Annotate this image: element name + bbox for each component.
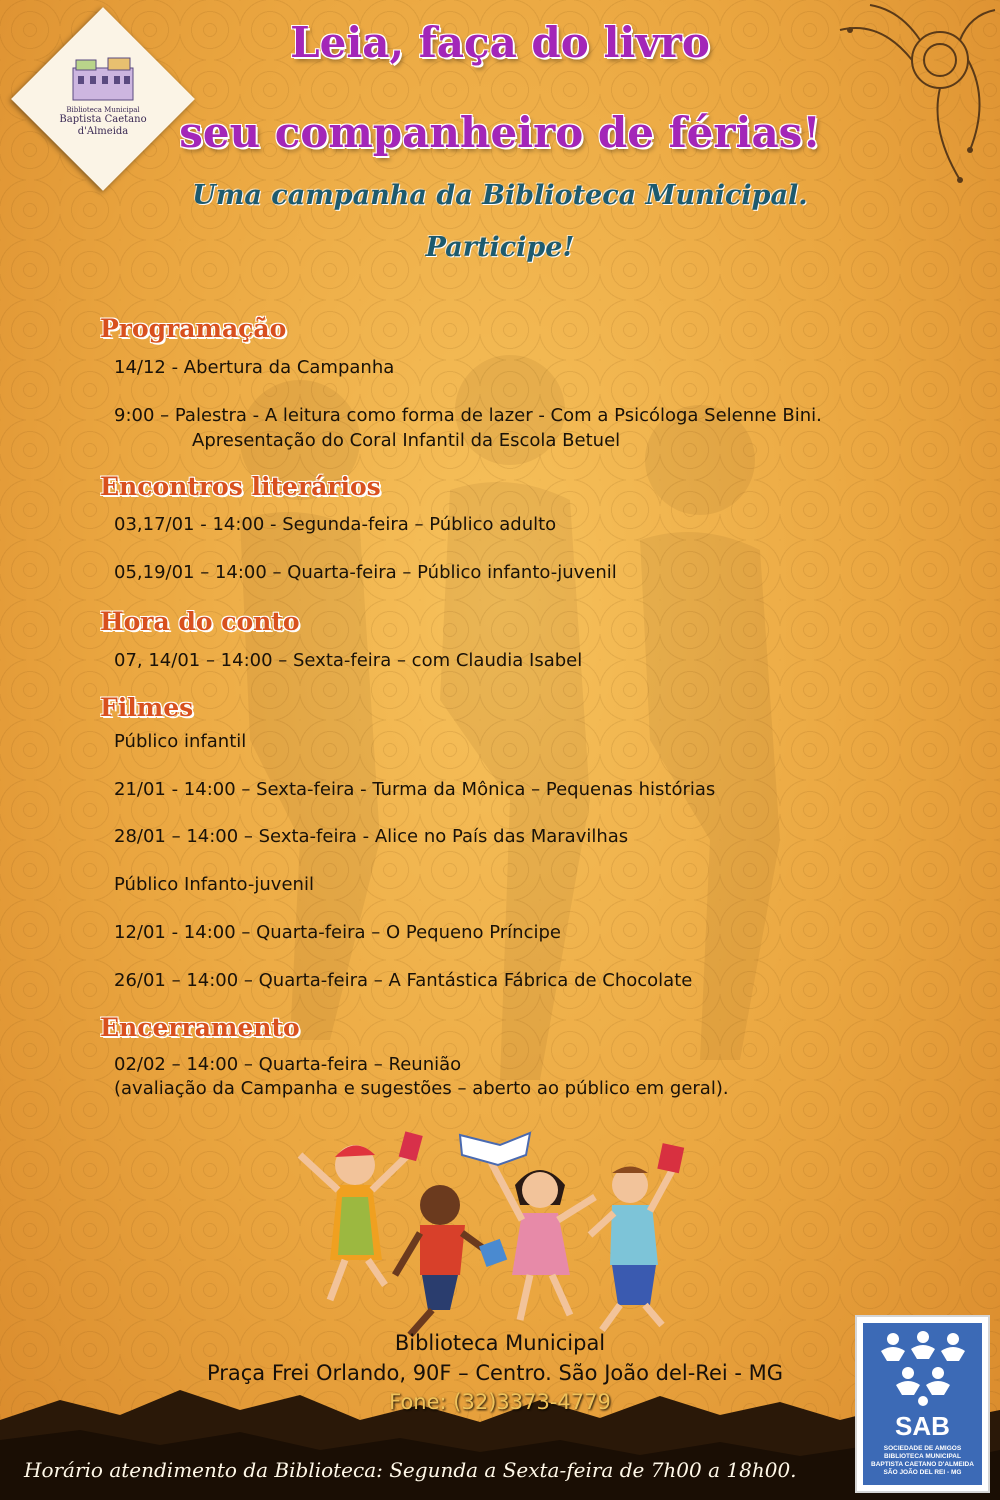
encontros-line: 05,19/01 – 14:00 – Quarta-feira – Público infanto-juvenil: [114, 562, 617, 583]
encontros-line: 03,17/01 - 14:00 - Segunda-feira – Público adulto: [114, 514, 557, 535]
library-address: Praça Frei Orlando, 90F – Centro. São João del-Rei - MG: [206, 1361, 784, 1385]
sab-line: BAPTISTA CAETANO D'ALMEIDA: [871, 1461, 974, 1469]
encerramento-line: (avaliação da Campanha e sugestões – aberto ao público em geral).: [114, 1078, 729, 1099]
jumping-children-illustration: [290, 1125, 720, 1340]
sab-line: SÃO JOÃO DEL REI - MG: [883, 1469, 962, 1477]
building-icon: [68, 54, 138, 102]
program-line: 14/12 - Abertura da Campanha: [114, 357, 395, 378]
sab-label: SAB: [895, 1411, 950, 1441]
section-heading-encontros: Encontros literários: [100, 472, 381, 501]
program-line: 9:00 – Palestra - A leitura como forma de lazer - Com a Psicóloga Selenne Bini.: [114, 405, 822, 426]
library-name: Biblioteca Municipal: [394, 1331, 606, 1355]
program-line: Apresentação do Coral Infantil da Escola Betuel: [192, 430, 621, 451]
hora-conto-line: 07, 14/01 – 14:00 – Sexta-feira – com Claudia Isabel: [114, 650, 583, 671]
filmes-line: Público Infanto-juvenil: [114, 874, 314, 895]
filmes-line: 28/01 – 14:00 – Sexta-feira - Alice no País das Maravilhas: [114, 826, 629, 847]
encerramento-line: 02/02 – 14:00 – Quarta-feira – Reunião: [114, 1054, 462, 1075]
filmes-line: 21/01 - 14:00 – Sexta-feira - Turma da Mônica – Pequenas histórias: [114, 779, 716, 800]
subtitle-line-1: Uma campanha da Biblioteca Municipal.: [192, 180, 808, 211]
filmes-line: 26/01 – 14:00 – Quarta-feira – A Fantástica Fábrica de Chocolate: [114, 970, 693, 991]
title-line-1: Leia, faça do livro: [290, 18, 710, 67]
section-heading-encerramento: Encerramento: [100, 1013, 300, 1042]
section-heading-programacao: Programação: [100, 314, 287, 343]
section-heading-hora-conto: Hora do conto: [100, 607, 300, 636]
logo-text: [48, 106, 158, 137]
title-line-2: seu companheiro de férias!: [179, 108, 821, 157]
people-group-icon: [873, 1329, 973, 1411]
library-phone: Fone: (32)3373-4779: [389, 1390, 611, 1414]
sab-small-text: [865, 1445, 980, 1478]
logo-line-2: Baptista Caetano d'Almeida: [59, 114, 147, 137]
filmes-line: Público infantil: [114, 731, 247, 752]
subtitle-line-2: Participe!: [425, 232, 575, 263]
sab-logo: [855, 1315, 990, 1493]
sab-line: SOCIEDADE DE AMIGOS: [883, 1445, 962, 1452]
sab-logo-panel: [863, 1323, 982, 1485]
filmes-line: 12/01 - 14:00 – Quarta-feira – O Pequeno Príncipe: [114, 922, 561, 943]
logo-line-1: Biblioteca Municipal: [66, 106, 140, 114]
sab-line: BIBLIOTECA MUNICIPAL: [884, 1453, 961, 1461]
section-heading-filmes: Filmes: [100, 693, 194, 722]
opening-hours: Horário atendimento da Biblioteca: Segunda a Sexta-feira de 7h00 a 18h00.: [24, 1458, 797, 1482]
